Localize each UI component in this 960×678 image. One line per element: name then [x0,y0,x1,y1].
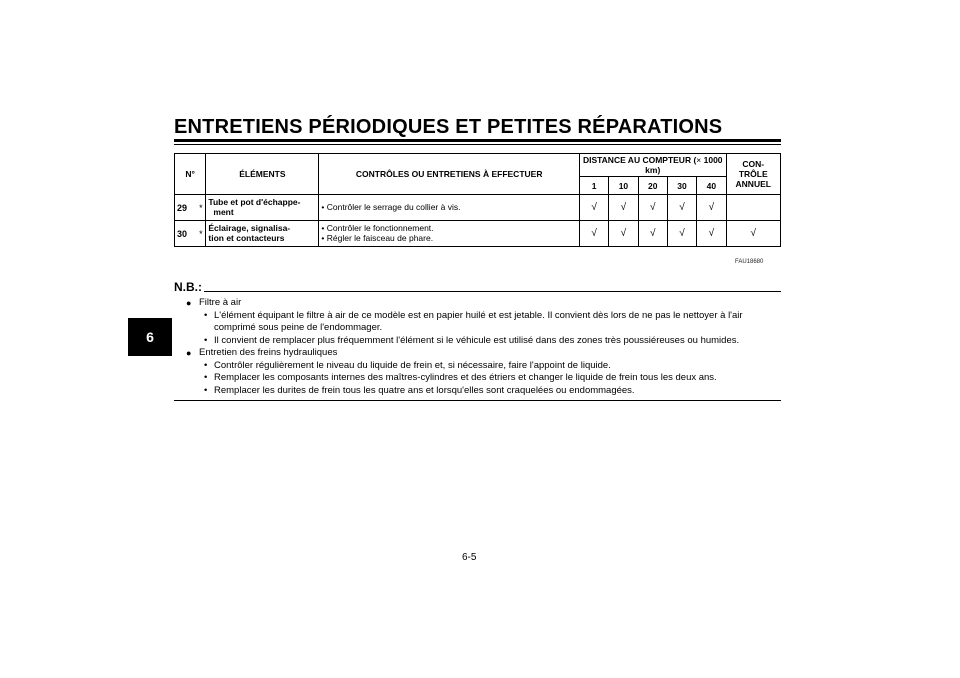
row-checks [319,221,580,247]
note-item [186,297,782,310]
check-mark: √ [667,195,696,221]
note-sub-item [186,385,782,398]
nb-label: N.B.: [174,280,202,294]
note-sub-text: Il convient de remplacer plus fréquemment l'élément si le véhicule est utilisé dans des zones très poussiéreuses ou humides. [214,334,740,346]
nb-rule-bottom [174,400,781,401]
header-distance-suffix: 1000 km) [645,155,723,175]
check-mark-annual: √ [726,221,781,247]
header-distance [579,154,726,177]
header-distance-prefix: DISTANCE AU COMPTEUR ( [582,155,697,165]
row-element-line-1: Éclairage, signalisa- [208,223,291,233]
row-number: 30 [175,221,197,247]
nb-rule [204,291,781,292]
row-star: * [196,221,205,247]
header-elements: ÉLÉMENTS [206,154,319,195]
header-km-40: 40 [697,177,726,195]
bullet-icon: • [204,309,208,321]
title-rule [174,139,781,142]
bullet-icon: • [204,334,208,346]
row-element [206,221,319,247]
note-sub-item [186,360,782,373]
row-element-line-2: ment [213,206,234,217]
header-annual [726,154,781,195]
chapter-tab: 6 [128,318,172,356]
page-number: 6-5 [462,552,477,563]
header-annual-line-1: CON- [742,159,765,169]
row-star: * [196,195,205,221]
bullet-icon: • [204,372,208,383]
title-rule-thin [174,144,781,145]
bullet-dot-icon: ● [186,348,192,358]
header-annual-line-3: ANNUEL [735,179,771,189]
check-mark: √ [609,195,638,221]
row-check-item: • Contrôler le fonctionnement. [321,224,577,234]
row-element-line-1: Tube et pot d'échappe- [208,197,301,207]
check-mark: √ [638,195,667,221]
note-sub-text: Contrôler régulièrement le niveau du liquide de frein et, si nécessaire, faire l'appoint de liquide. [214,359,611,371]
table-row [175,195,781,221]
row-checks [319,195,580,221]
check-mark: √ [697,195,726,221]
bullet-icon: • [204,359,208,371]
check-mark: √ [697,221,726,247]
note-title: Entretien des freins hydrauliques [199,347,338,358]
row-element [206,195,319,221]
check-mark: √ [667,221,696,247]
note-sub-text: Remplacer les durites de frein tous les quatre ans et lorsqu'elles sont craquelées ou endommagées. [214,384,635,396]
note-sub-text: L'élément équipant le filtre à air de ce modèle est en papier huilé et est jetable. Il convient dès lors de ne pas le nettoyer à l'air comprimé sous peine de l'endommager. [214,309,743,333]
header-annual-line-2: TRÔLE [738,169,768,179]
header-km-10: 10 [609,177,638,195]
check-mark: √ [579,221,608,247]
header-no: N° [175,154,206,195]
check-mark: √ [609,221,638,247]
check-mark: √ [579,195,608,221]
times-symbol: × [696,155,702,165]
note-sub-text: Remplacer les composants internes des maîtres-cylindres et des étriers et changer le liquide de frein tous les deux ans. [214,372,717,383]
row-check-item: • Régler le faisceau de phare. [321,234,577,244]
nb-notes [186,297,782,397]
header-km-20: 20 [638,177,667,195]
bullet-dot-icon: ● [186,298,192,308]
check-mark-annual [726,195,781,221]
reference-code: FAU18680 [735,259,764,265]
note-title: Filtre à air [199,297,242,308]
note-sub-item [186,372,782,385]
table-row [175,221,781,247]
page-title: ENTRETIENS PÉRIODIQUES ET PETITES RÉPARATIONS [174,116,723,138]
note-sub-item [186,335,782,348]
maintenance-table [174,153,781,247]
note-sub-item [186,310,782,335]
check-mark: √ [638,221,667,247]
header-km-1: 1 [579,177,608,195]
row-number: 29 [175,195,197,221]
row-check-item: • Contrôler le serrage du collier à vis. [321,203,577,213]
header-checks: CONTRÔLES OU ENTRETIENS À EFFECTUER [319,154,580,195]
row-element-line-2: tion et contacteurs [208,232,285,243]
note-item [186,347,782,360]
bullet-icon: • [204,384,208,396]
header-km-30: 30 [667,177,696,195]
